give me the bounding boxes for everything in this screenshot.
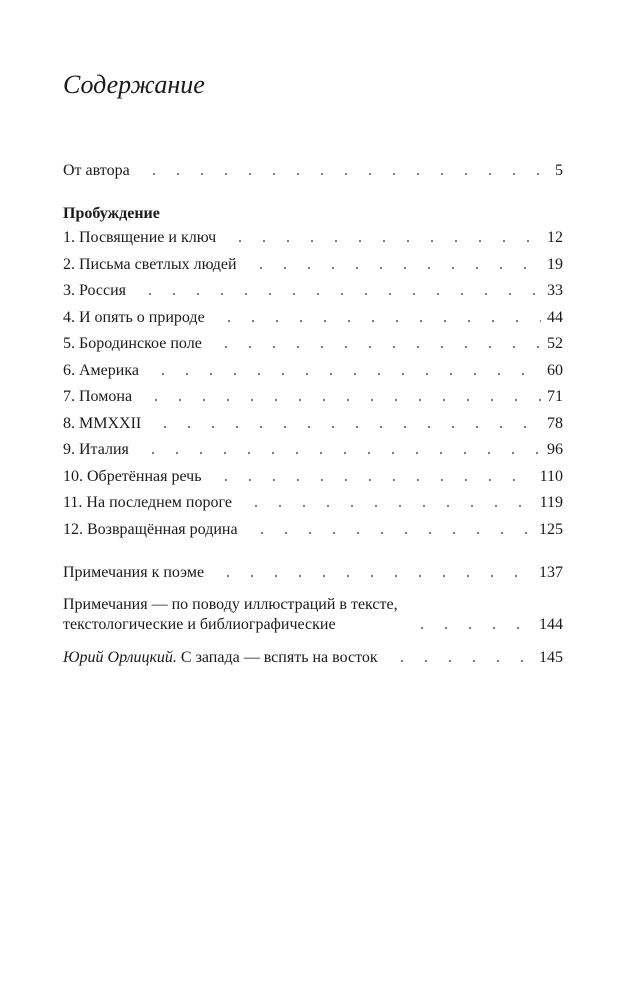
toc-page-number: 44 bbox=[547, 308, 563, 326]
toc-page-number: 5 bbox=[555, 162, 563, 179]
toc-entry-afterword[interactable] bbox=[63, 648, 563, 668]
toc-entry-label: 10. Обретённая речь bbox=[63, 467, 202, 485]
toc-page-number: 125 bbox=[539, 520, 563, 538]
dot-leader bbox=[147, 372, 541, 376]
dot-leader bbox=[210, 478, 534, 482]
dot-leader bbox=[224, 239, 541, 243]
spacer bbox=[63, 546, 563, 563]
dot-leader bbox=[240, 504, 534, 508]
dot-leader bbox=[386, 659, 533, 663]
dot-leader bbox=[134, 292, 541, 296]
toc-entry[interactable] bbox=[63, 334, 563, 354]
page-title: Содержание bbox=[63, 70, 205, 99]
toc-entry-label: 2. Письма светлых людей bbox=[63, 255, 237, 273]
toc-page-number: 33 bbox=[547, 282, 563, 299]
toc-entry-notes-poem[interactable] bbox=[63, 563, 563, 583]
dot-leader bbox=[140, 398, 541, 402]
toc-entry-label: 6. Америка bbox=[63, 361, 139, 379]
toc-entry[interactable] bbox=[63, 414, 563, 434]
toc-entry-label: От автора bbox=[63, 162, 130, 179]
toc-entry[interactable] bbox=[63, 361, 563, 381]
toc-entry-label: 12. Возвращённая родина bbox=[63, 520, 238, 538]
toc-entry-label: 9. Италия bbox=[63, 441, 129, 458]
toc-entry-notes-illustrations[interactable] bbox=[63, 595, 563, 635]
dot-leader bbox=[149, 425, 541, 429]
toc-entry-label bbox=[63, 595, 398, 635]
dot-leader bbox=[210, 345, 541, 349]
toc-entry-foreword[interactable] bbox=[63, 161, 563, 181]
toc-page-number: 144 bbox=[539, 616, 563, 633]
toc-entry-label: 5. Бородинское поле bbox=[63, 335, 202, 352]
toc-entry-label: 8. MMXXII bbox=[63, 414, 142, 432]
toc-entry-label: 3. Россия bbox=[63, 282, 127, 299]
toc-entry[interactable] bbox=[63, 308, 563, 328]
toc-entry[interactable] bbox=[63, 281, 563, 301]
toc-entry-label: 11. На последнем пороге bbox=[63, 494, 232, 511]
toc-entry[interactable] bbox=[63, 493, 563, 513]
section-heading: Пробуждение bbox=[63, 205, 160, 222]
dot-leader bbox=[213, 319, 541, 323]
toc-entry[interactable] bbox=[63, 467, 563, 487]
toc-page-number: 145 bbox=[539, 649, 563, 666]
dot-leader bbox=[246, 531, 533, 535]
toc-entry-label: 1. Посвящение и ключ bbox=[63, 229, 217, 246]
toc-page-number: 52 bbox=[547, 335, 563, 352]
toc-page-number: 71 bbox=[547, 388, 563, 405]
toc-entry-label bbox=[63, 648, 378, 668]
dot-leader bbox=[212, 574, 533, 578]
afterword-author: Юрий Орлицкий. bbox=[63, 649, 177, 666]
dot-leader bbox=[245, 266, 541, 270]
toc-entry-label-line-1: Примечания — по поводу иллюстраций в тексте, bbox=[63, 596, 398, 613]
toc-entry[interactable] bbox=[63, 440, 563, 460]
toc-entry-label: 4. И опять о природе bbox=[63, 308, 205, 326]
toc-entry[interactable] bbox=[63, 387, 563, 407]
toc-page-number: 137 bbox=[539, 564, 563, 581]
toc-page-number: 12 bbox=[547, 229, 563, 246]
dot-leader bbox=[138, 172, 549, 176]
dot-leader bbox=[406, 626, 533, 630]
toc-entry-label: Примечания к поэме bbox=[63, 564, 205, 581]
toc-entry-label: 7. Помона bbox=[63, 388, 133, 405]
dot-leader bbox=[137, 451, 541, 455]
toc-entry[interactable] bbox=[63, 228, 563, 248]
toc-entry[interactable] bbox=[63, 255, 563, 275]
toc-entry[interactable] bbox=[63, 520, 563, 540]
toc-page-number: 78 bbox=[547, 414, 563, 432]
toc-page-number: 119 bbox=[539, 494, 563, 511]
section-items bbox=[63, 228, 563, 540]
toc-page-number: 19 bbox=[547, 255, 563, 273]
toc-page-number: 96 bbox=[547, 441, 563, 458]
toc-page-number: 110 bbox=[539, 467, 563, 485]
toc-entry-label-line-2: текстологические и библиографические bbox=[63, 616, 336, 633]
toc-page-number: 60 bbox=[547, 361, 563, 379]
afterword-title: С запада — вспять на восток bbox=[176, 649, 378, 666]
table-of-contents bbox=[63, 161, 563, 675]
